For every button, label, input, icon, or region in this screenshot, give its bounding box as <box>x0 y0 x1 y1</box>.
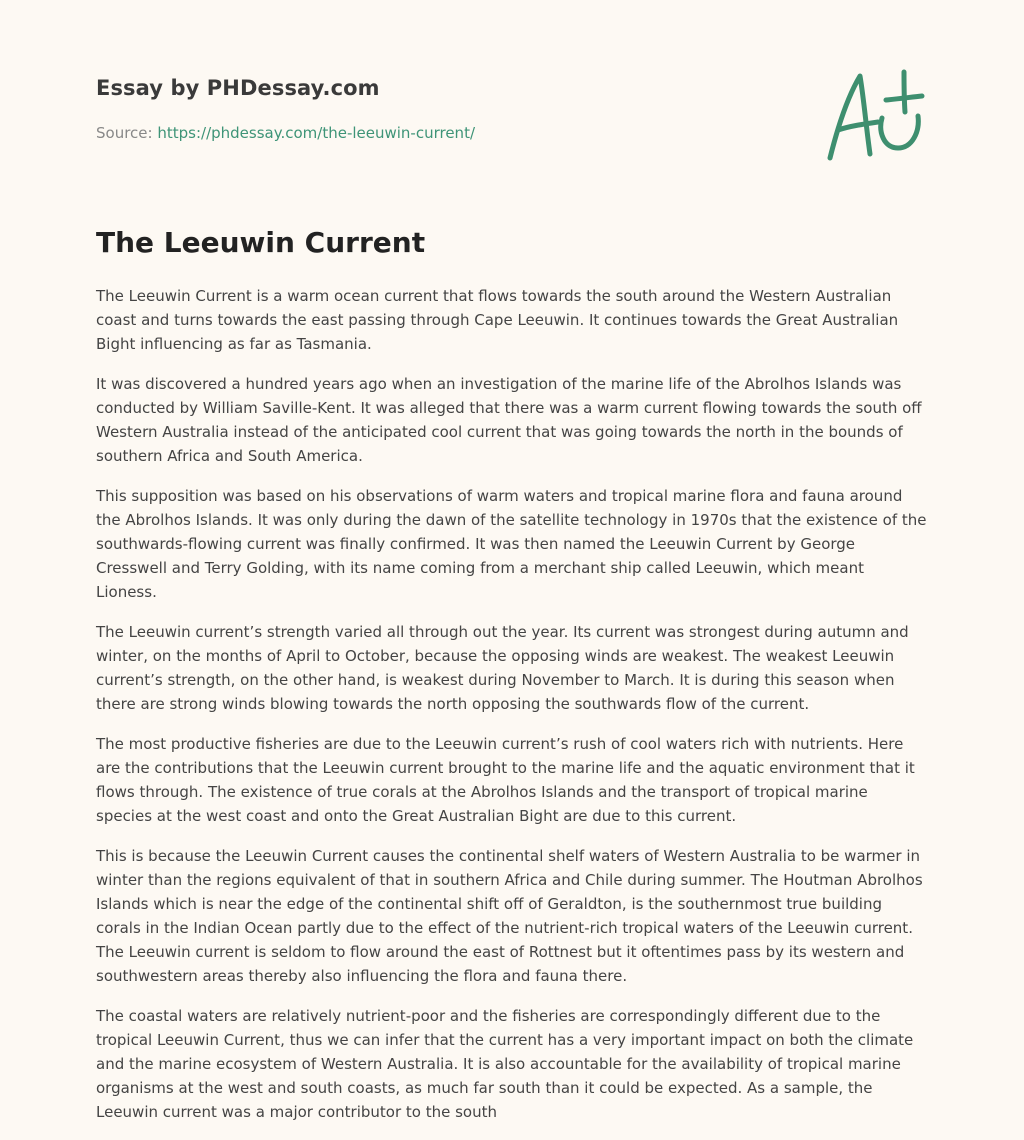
essay-title: The Leeuwin Current <box>96 226 426 259</box>
source-link[interactable]: https://phdessay.com/the-leeuwin-current/ <box>157 124 476 142</box>
a-plus-logo-graphic <box>820 66 930 166</box>
paragraph: This supposition was based on his observations of warm waters and tropical marine flora and fauna around the Abrolhos Islands. It was only during the dawn of the satellite technology in 1970s that the existence of the southwards-flowing current was finally confirmed. It was then named the Leeuwin Current by George Cresswell and Terry Golding, with its name coming from a merchant ship called Leeuwin, which meant Lioness. <box>96 487 927 601</box>
paragraph: It was discovered a hundred years ago when an investigation of the marine life of the Abrolhos Islands was conducted by William Saville-Kent. It was alleged that there was a warm current flowing towards the south off Western Australia instead of the anticipated cool current that was going towards the north in the bounds of southern Africa and South America. <box>96 375 922 465</box>
source-label: Source: <box>96 124 153 142</box>
essay-body <box>96 284 928 1140</box>
paragraph: The coastal waters are relatively nutrient-poor and the fisheries are correspondingly different due to the tropical Leeuwin Current, thus we can infer that the current has a very important impact on both the climate and the marine ecosystem of Western Australia. It is also accountable for the availability of tropical marine organisms at the west and south coasts, as much far south than it could be expected. As a sample, the Leeuwin current was a major contributor to the south <box>96 1007 914 1121</box>
paragraph: The most productive fisheries are due to the Leeuwin current’s rush of cool waters rich with nutrients. Here are the contributions that the Leeuwin current brought to the marine life and the aquatic environment that it flows through. The existence of true corals at the Abrolhos Islands and the transport of tropical marine species at the west coast and onto the Great Australian Bight are due to this current. <box>96 735 915 825</box>
a-plus-logo <box>820 66 930 166</box>
source-line <box>96 124 475 142</box>
paragraph: The Leeuwin Current is a warm ocean current that flows towards the south around the Western Australian coast and turns towards the east passing through Cape Leeuwin. It continues towards the Great Australian Bight influencing as far as Tasmania. <box>96 287 899 353</box>
site-title: Essay by PHDessay.com <box>96 76 380 100</box>
paragraph: The Leeuwin current’s strength varied all through out the year. Its current was strongest during autumn and winter, on the months of April to October, because the opposing winds are weakest. The weakest Leeuwin current’s strength, on the other hand, is weakest during November to March. It is during this season when there are strong winds blowing towards the north opposing the southwards flow of the current. <box>96 623 909 713</box>
paragraph: This is because the Leeuwin Current causes the continental shelf waters of Western Australia to be warmer in winter than the regions equivalent of that in southern Africa and Chile during summer. The Houtman Abrolhos Islands which is near the edge of the continental shift off of Geraldton, is the southernmost true building corals in the Indian Ocean partly due to the effect of the nutrient-rich tropical waters of the Leeuwin current. The Leeuwin current is seldom to flow around the east of Rottnest but it oftentimes pass by its western and southwestern areas thereby also influencing the flora and fauna there. <box>96 847 923 985</box>
